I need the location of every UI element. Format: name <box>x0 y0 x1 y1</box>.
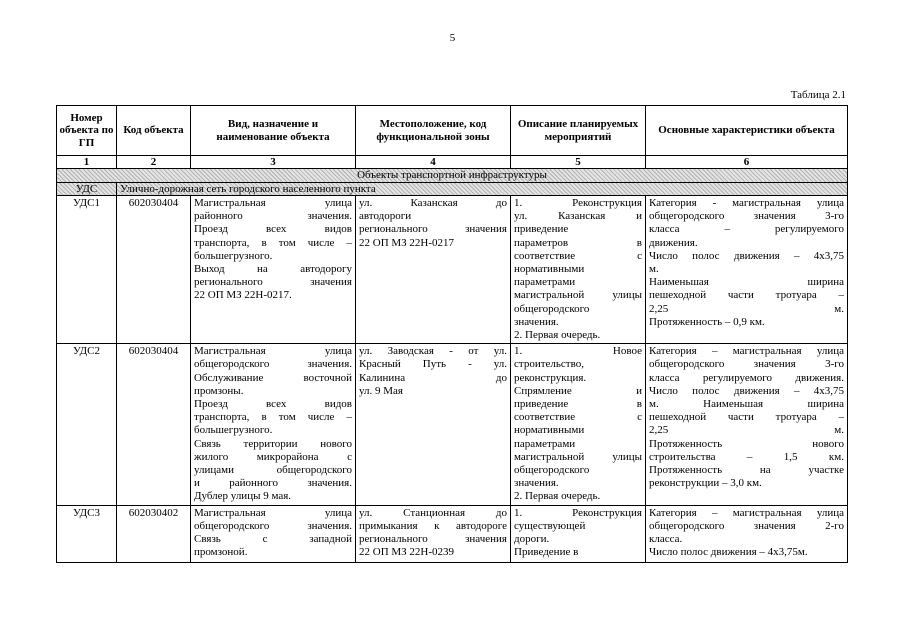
cell-line: параметрами <box>514 437 576 450</box>
cell-line: и районного значения. <box>194 477 352 490</box>
cell-line: Калинина до <box>359 371 507 384</box>
cell-line: приведение <box>514 223 569 236</box>
cell-line: ул. Заводская - от ул. <box>359 345 507 358</box>
cell-line: общегородского значения 2-го <box>649 519 844 532</box>
column-number: 1 <box>57 156 117 169</box>
cell-line: районного значения. <box>194 210 352 223</box>
cell-line: общегородского <box>514 464 590 477</box>
cell-line: реконструкция. <box>514 371 587 384</box>
cell-line: 2,25 м. <box>649 424 844 437</box>
object-number-cell: УДС2 <box>57 344 117 505</box>
cell-line: транспорта, в том числе – <box>194 236 352 249</box>
subsection-title: Улично-дорожная сеть городского населенного пункта <box>117 182 848 196</box>
characteristics-cell <box>646 344 848 505</box>
cell-line: Протяженность нового <box>649 437 844 450</box>
cell-line: Обслуживание восточной <box>194 371 352 384</box>
cell-line: ул. 9 Мая <box>359 384 403 397</box>
cell-line: общегородского <box>514 302 590 315</box>
column-number: 4 <box>356 156 511 169</box>
cell-line: Протяженность на участке <box>649 464 844 477</box>
cell-line: пешеходной части тротуара – <box>649 289 844 302</box>
cell-line: Магистральная улица <box>194 506 352 519</box>
cell-line: общегородского значения. <box>194 358 352 371</box>
cell-line: класса. <box>649 533 683 546</box>
column-number: 2 <box>117 156 191 169</box>
table-row <box>57 196 848 344</box>
location-cell <box>356 344 511 505</box>
cell-line: магистральной улицы <box>514 450 642 463</box>
cell-line: автодороги <box>359 210 412 223</box>
characteristics-cell <box>646 505 848 562</box>
cell-line: большегрузного. <box>194 424 273 437</box>
cell-line: движения. <box>649 236 698 249</box>
object-name-cell <box>191 344 356 505</box>
object-code-cell: 602030404 <box>117 344 191 505</box>
column-number: 5 <box>511 156 646 169</box>
cell-line: 22 ОП МЗ 22Н-0239 <box>359 546 455 559</box>
column-numbers-row <box>57 156 848 169</box>
cell-line: Наименьшая ширина <box>649 276 844 289</box>
cell-line: Связь территории нового <box>194 437 352 450</box>
object-number-cell: УДС1 <box>57 196 117 344</box>
cell-line: Число полос движения – 4х3,75м. <box>649 546 808 559</box>
cell-line: общегородского значения 3-го <box>649 358 844 371</box>
cell-line: параметров в <box>514 236 642 249</box>
cell-line: параметрами <box>514 276 576 289</box>
cell-line: регионального значения <box>359 223 507 236</box>
cell-line: 2. Первая очередь. <box>514 329 601 342</box>
cell-line: класса – регулируемого <box>649 223 844 236</box>
cell-line: Число полос движения – 4х3,75 <box>649 384 844 397</box>
cell-line: значения. <box>514 315 559 328</box>
header-measures: Описание планируемых мероприятий <box>511 106 646 156</box>
object-code-cell: 602030402 <box>117 505 191 562</box>
object-name-cell <box>191 505 356 562</box>
location-cell <box>356 196 511 344</box>
cell-line: ул. Казанская до <box>359 197 507 209</box>
cell-line: 22 ОП МЗ 22Н-0217 <box>359 236 455 249</box>
object-name-cell <box>191 196 356 344</box>
cell-line: соответствие с <box>514 411 642 424</box>
table-caption: Таблица 2.1 <box>790 89 846 101</box>
cell-line: дороги. <box>514 533 550 546</box>
cell-line: Число полос движения – 4х3,75 <box>649 249 844 262</box>
table-row <box>57 505 848 562</box>
cell-line: Выход на автодорогу <box>194 263 352 276</box>
object-code-cell: 602030404 <box>117 196 191 344</box>
cell-line: Связь с западной <box>194 533 352 546</box>
cell-line: Дублер улицы 9 мая. <box>194 490 292 503</box>
cell-line: регионального значения <box>359 533 507 546</box>
cell-line: Категория – магистральная улица <box>649 506 844 519</box>
cell-line: Проезд всех видов <box>194 398 352 411</box>
location-cell <box>356 505 511 562</box>
cell-line: примыкания к автодороге <box>359 519 507 532</box>
section-row <box>57 169 848 183</box>
cell-line: соответствие с <box>514 249 642 262</box>
cell-line: реконструкции – 3,0 км. <box>649 477 762 490</box>
cell-line: транспорта, в том числе – <box>194 411 352 424</box>
page-number: 5 <box>449 32 456 44</box>
cell-line: Протяженность – 0,9 км. <box>649 315 765 328</box>
header-object-code: Код объекта <box>117 106 191 156</box>
cell-line: 1. Новое <box>514 345 642 358</box>
object-number-cell: УДС3 <box>57 505 117 562</box>
cell-line: общегородского значения. <box>194 519 352 532</box>
cell-line: м. <box>649 263 659 276</box>
header-object-type: Вид, назначение и наименование объекта <box>191 106 356 156</box>
cell-line: Спрямление и <box>514 384 642 397</box>
cell-line: 2,25 м. <box>649 302 844 315</box>
cell-line: значения. <box>514 477 559 490</box>
cell-line: 1. Реконструкция <box>514 197 642 209</box>
cell-line: промзоной. <box>194 546 248 559</box>
header-row <box>57 106 848 156</box>
cell-line: ул. Станционная до <box>359 506 507 519</box>
cell-line: строительство, <box>514 358 584 371</box>
cell-line: Приведение в <box>514 546 579 559</box>
measures-cell <box>511 196 646 344</box>
column-number: 6 <box>646 156 848 169</box>
cell-line: 22 ОП МЗ 22Н-0217. <box>194 289 292 302</box>
cell-line: 2. Первая очередь. <box>514 490 601 503</box>
cell-line: Магистральная улица <box>194 345 352 358</box>
characteristics-cell <box>646 196 848 344</box>
cell-line: жилого микрорайона с <box>194 450 352 463</box>
cell-line: Категория – магистральная улица <box>649 345 844 358</box>
cell-line: Магистральная улица <box>194 197 352 209</box>
cell-line: улицами общегородского <box>194 464 352 477</box>
cell-line: ул. Казанская и <box>514 210 642 223</box>
cell-line: нормативными <box>514 424 585 437</box>
cell-line: Категория - магистральная улица <box>649 197 844 209</box>
cell-line: Проезд всех видов <box>194 223 352 236</box>
section-title: Объекты транспортной инфраструктуры <box>57 169 848 183</box>
cell-line: м. Наименьшая ширина <box>649 398 844 411</box>
transport-objects-table <box>56 105 848 563</box>
column-number: 3 <box>191 156 356 169</box>
cell-line: промзоны. <box>194 384 244 397</box>
cell-line: строительства – 1,5 км. <box>649 450 844 463</box>
table-row <box>57 344 848 505</box>
measures-cell <box>511 344 646 505</box>
subsection-code: УДС <box>57 182 117 196</box>
header-characteristics: Основные характеристики объекта <box>646 106 848 156</box>
header-object-number: Номер объекта по ГП <box>57 106 117 156</box>
cell-line: общегородского значения 3-го <box>649 210 844 223</box>
subsection-row <box>57 182 848 196</box>
cell-line: магистральной улицы <box>514 289 642 302</box>
cell-line: большегрузного. <box>194 249 273 262</box>
cell-line: регионального значения <box>194 276 352 289</box>
cell-line: существующей <box>514 519 586 532</box>
cell-line: пешеходной части тротуара – <box>649 411 844 424</box>
cell-line: класса регулируемого движения. <box>649 371 844 384</box>
measures-cell <box>511 505 646 562</box>
cell-line: приведение в <box>514 398 642 411</box>
cell-line: нормативными <box>514 263 585 276</box>
header-location: Местоположение, код функциональной зоны <box>356 106 511 156</box>
cell-line: 1. Реконструкция <box>514 506 642 519</box>
cell-line: Красный Путь - ул. <box>359 358 507 371</box>
